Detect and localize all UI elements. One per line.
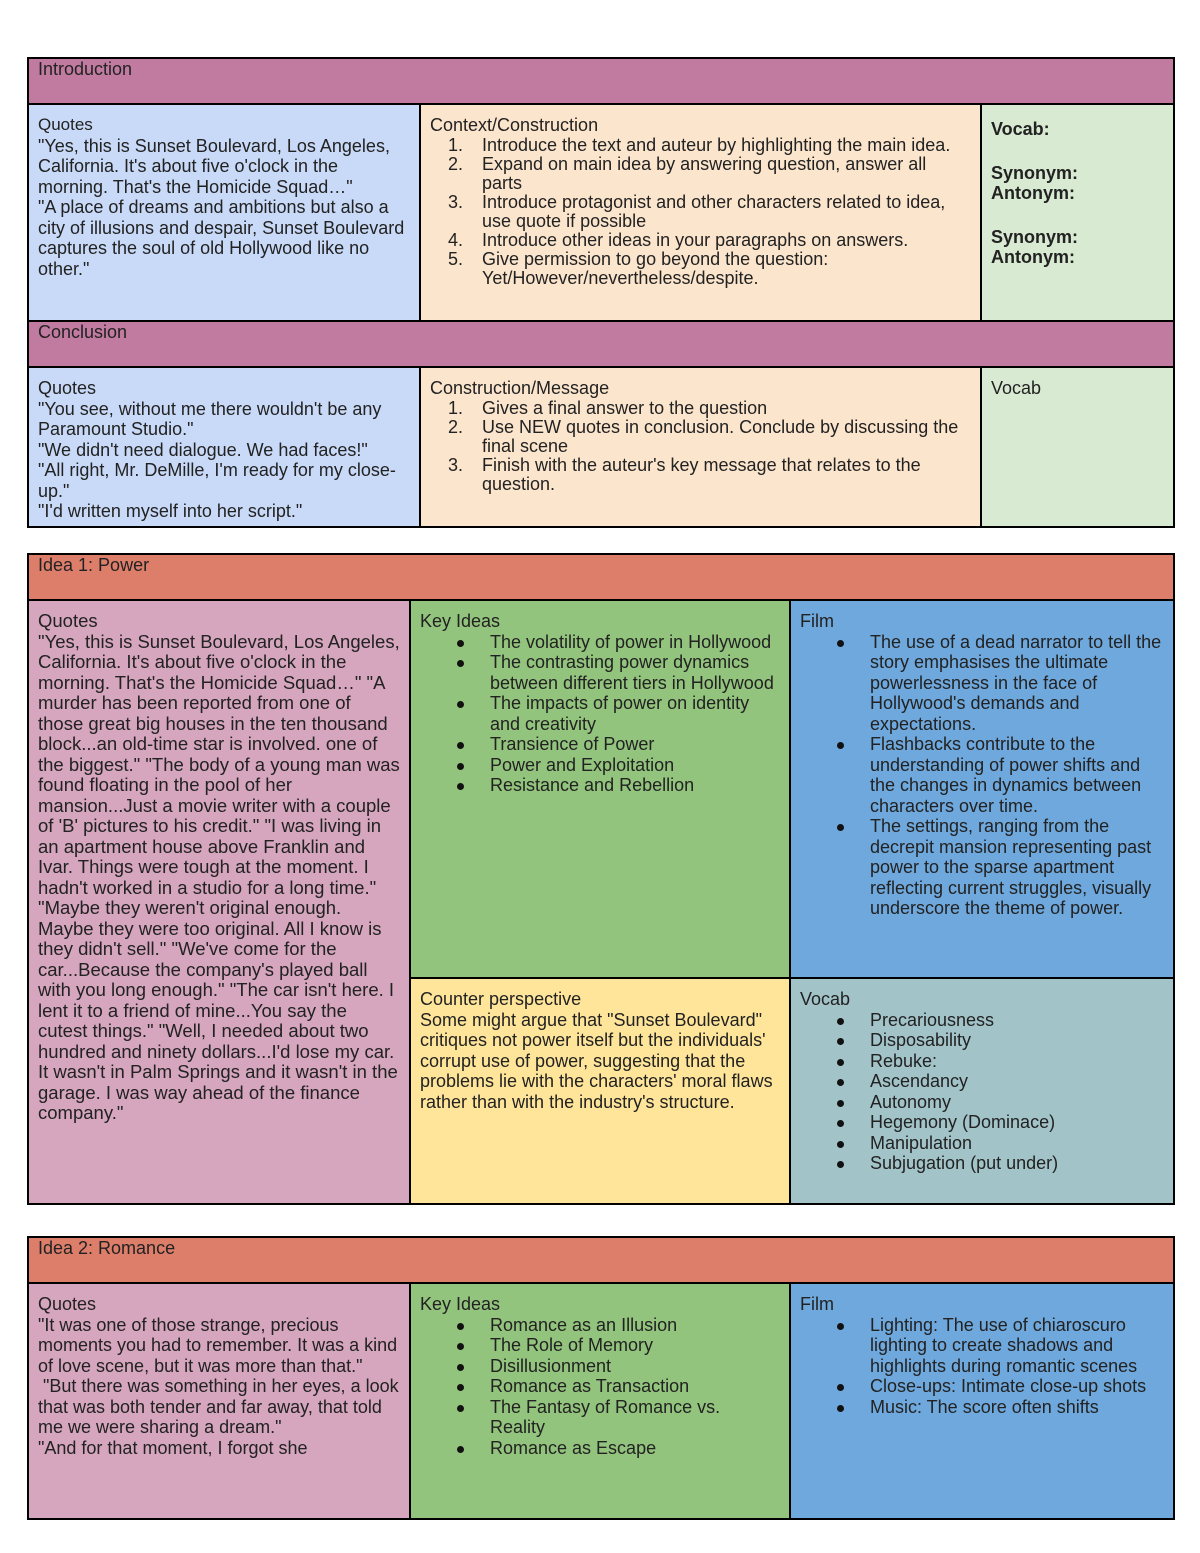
section-title: Film — [800, 1294, 834, 1314]
quote-text: "All right, Mr. DeMille, I'm ready for my close-up." — [38, 460, 396, 501]
vocab-list — [800, 1010, 1164, 1174]
list-item: 2. Use NEW quotes in conclusion. Conclude by discussing the final scene — [468, 418, 971, 456]
idea2-quotes-cell — [28, 1283, 410, 1519]
idea2-key-ideas-cell — [410, 1283, 790, 1519]
section-title: Counter perspective — [420, 989, 582, 1009]
quote-text: "And for that moment, I forgot she — [38, 1437, 308, 1458]
steps-list — [468, 399, 971, 494]
counter-text: Some might argue that "Sunset Boulevard" critiques not power itself but the individuals' corrupt use of power, suggesting that the problems lie with the characters' moral flaws rather than with the industry's structure. — [420, 1009, 773, 1112]
list-item: 3. Finish with the auteur's key message that relates to the question. — [468, 456, 971, 494]
idea1-film-cell — [790, 600, 1174, 978]
list-item: Ascendancy — [800, 1071, 1164, 1092]
section-title: Construction/Message — [430, 378, 610, 398]
idea1-quotes-cell — [28, 600, 410, 1204]
list-item: Power and Exploitation — [420, 755, 780, 776]
idea1-vocab-cell — [790, 978, 1174, 1204]
conclusion-vocab-cell — [981, 367, 1174, 527]
list-item: Resistance and Rebellion — [420, 775, 780, 796]
list-item: Lighting: The use of chiaroscuro lighting to create shadows and highlights during romantic scenes — [800, 1315, 1164, 1377]
section-title: Quotes — [38, 1294, 97, 1314]
conclusion-header: Conclusion — [28, 321, 1174, 367]
key-ideas-list — [420, 632, 780, 796]
list-item: Music: The score often shifts — [800, 1397, 1164, 1418]
quote-text: "You see, without me there wouldn't be any Paramount Studio." — [38, 398, 382, 439]
section-title: Key Ideas — [420, 1294, 501, 1314]
list-item: 2. Expand on main idea by answering question, answer all parts — [468, 155, 971, 193]
quote-text: "It was one of those strange, precious moments you had to remember. It was a kind of love scene, but it was more than that." — [38, 1314, 398, 1376]
list-item: Flashbacks contribute to the understanding of power shifts and the changes in dynamics between characters over time. — [800, 734, 1164, 816]
list-item: The use of a dead narrator to tell the story emphasises the ultimate powerlessness in the face of Hollywood's demands and expectations. — [800, 632, 1164, 735]
vocab-title: Vocab: — [991, 119, 1050, 139]
list-item: The Fantasy of Romance vs. Reality — [420, 1397, 780, 1438]
list-item: 1. Introduce the text and auteur by highlighting the main idea. — [468, 136, 971, 155]
list-item: Romance as an Illusion — [420, 1315, 780, 1336]
antonym-label: Antonym: — [991, 247, 1075, 267]
section-title: Quotes — [38, 610, 98, 631]
section-title: Context/Construction — [430, 115, 599, 135]
idea2-film-cell — [790, 1283, 1174, 1519]
quote-text: "A place of dreams and ambitions but also a city of illusions and despair, Sunset Boulevard captures the soul of old Hollywood like no other." — [38, 197, 405, 279]
key-ideas-list — [420, 1315, 780, 1459]
synonym-label: Synonym: — [991, 162, 1079, 183]
list-item: The Role of Memory — [420, 1335, 780, 1356]
antonym-label: Antonym: — [991, 183, 1075, 203]
list-item: Manipulation — [800, 1133, 1164, 1154]
list-item: The settings, ranging from the decrepit mansion representing past power to the sparse apartment reflecting current struggles, visually underscore the theme of power. — [800, 816, 1164, 919]
list-item: Hegemony (Dominace) — [800, 1112, 1164, 1133]
idea1-table — [27, 553, 1175, 1205]
list-item: 1. Gives a final answer to the question — [468, 399, 971, 418]
section-title: Quotes — [38, 115, 93, 134]
idea2-header: Idea 2: Romance — [28, 1237, 1174, 1283]
film-list — [800, 632, 1164, 919]
list-item: Precariousness — [800, 1010, 1164, 1031]
introduction-construction-cell — [420, 104, 981, 321]
synonym-label: Synonym: — [991, 226, 1079, 247]
section-title: Key Ideas — [420, 611, 501, 631]
section-title: Quotes — [38, 378, 97, 398]
section-title: Film — [800, 611, 834, 631]
quote-text: "Yes, this is Sunset Boulevard, Los Angeles, California. It's about five o'clock in the morning. That's the Homicide Squad…" "A murder has been reported from one of those great big houses in the ten thousand block...an old-time star is involved. one of the biggest." "The body of a young man was found floating in the pool of her mansion...Just a movie writer with a couple of 'B' pictures to his credit." "I was living in an apartment house above Franklin and Ivar. Things were tough at the moment. I hadn't worked in a studio for a long time." "Maybe they weren't original enough. Maybe they were too original. All I know is they didn't sell." "We've come for the car...Because the company's played ball with you long enough." "The car isn't here. I lent it to a friend of mine...You say the cutest things." "Well, I needed about two hundred and ninety dollars...I'd lose my car. It wasn't in Palm Springs and it wasn't in the garage. I was way ahead of the finance company." — [38, 630, 400, 1123]
intro-conclusion-table — [27, 57, 1175, 528]
introduction-quotes-cell — [28, 104, 420, 321]
list-item: The volatility of power in Hollywood — [420, 632, 780, 653]
film-list — [800, 1315, 1164, 1418]
quote-text: "But there was something in her eyes, a look that was both tender and far away, that told me we were sharing a dream." — [38, 1376, 404, 1437]
conclusion-quotes-cell — [28, 367, 420, 527]
steps-list — [468, 136, 971, 288]
list-item: Romance as Transaction — [420, 1376, 780, 1397]
list-item: 5. Give permission to go beyond the question: Yet/However/nevertheless/despite. — [468, 250, 971, 288]
list-item: 3. Introduce protagonist and other characters related to idea, use quote if possible — [468, 193, 971, 231]
section-title: Vocab — [800, 989, 851, 1009]
introduction-vocab-cell — [981, 104, 1174, 321]
idea1-counter-cell — [410, 978, 790, 1204]
list-item: Disposability — [800, 1030, 1164, 1051]
quote-text: "Yes, this is Sunset Boulevard, Los Angeles, California. It's about five o'clock in the morning. That's the Homicide Squad…" — [38, 135, 390, 197]
list-item: 4. Introduce other ideas in your paragraphs on answers. — [468, 231, 971, 250]
vocab-title: Vocab — [991, 378, 1042, 398]
idea2-table — [27, 1236, 1175, 1520]
list-item: Subjugation (put under) — [800, 1153, 1164, 1174]
list-item: Close-ups: Intimate close-up shots — [800, 1376, 1164, 1397]
idea1-header: Idea 1: Power — [28, 554, 1174, 600]
list-item: The impacts of power on identity and creativity — [420, 693, 780, 734]
list-item: Romance as Escape — [420, 1438, 780, 1459]
introduction-header: Introduction — [28, 58, 1174, 104]
vocab-lines — [991, 119, 1164, 268]
list-item: Transience of Power — [420, 734, 780, 755]
idea1-key-ideas-cell — [410, 600, 790, 978]
list-item: Autonomy — [800, 1092, 1164, 1113]
list-item: The contrasting power dynamics between different tiers in Hollywood — [420, 652, 780, 693]
quote-text: "I'd written myself into her script." — [38, 501, 303, 521]
quote-text: "We didn't need dialogue. We had faces!" — [38, 439, 368, 460]
list-item: Disillusionment — [420, 1356, 780, 1377]
list-item: Rebuke: — [800, 1051, 1164, 1072]
conclusion-construction-cell — [420, 367, 981, 527]
